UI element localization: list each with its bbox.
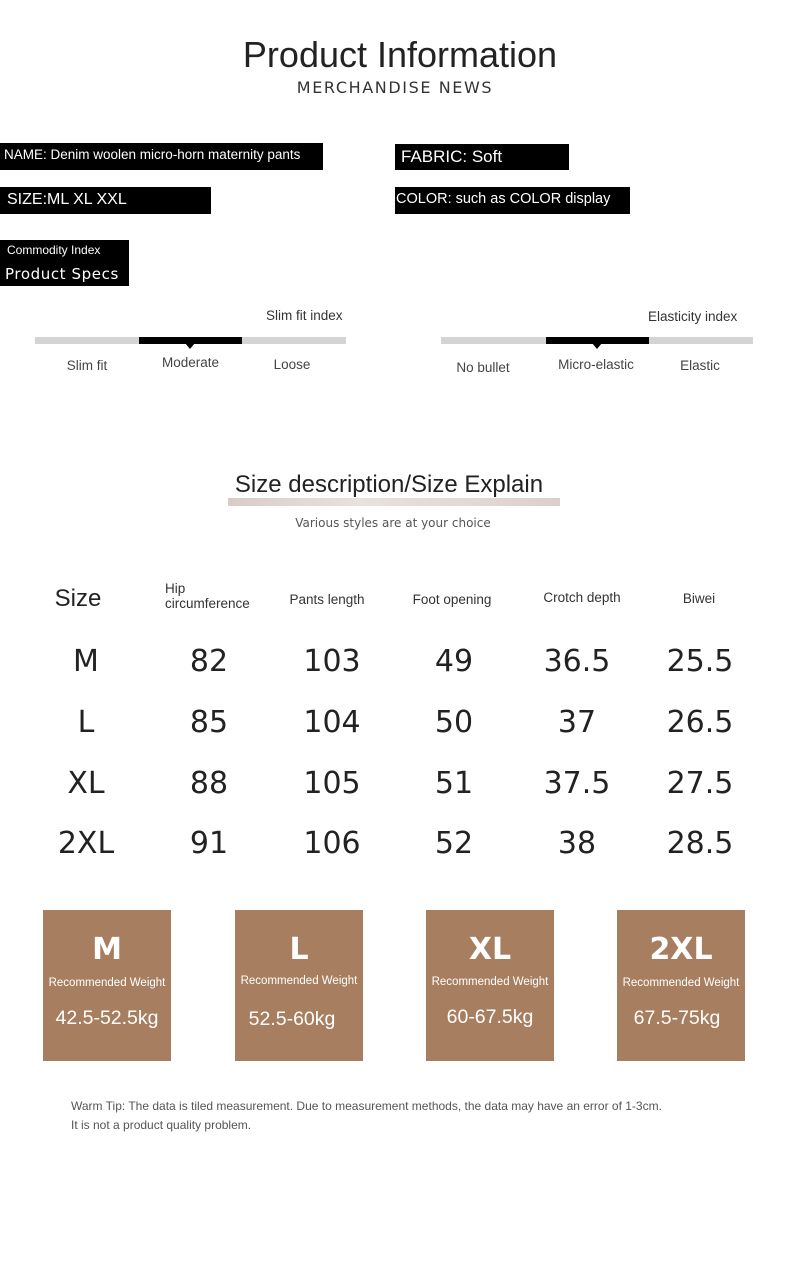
- commodity-index-label: Commodity Index: [7, 243, 101, 257]
- table-cell: 82: [189, 644, 229, 679]
- warm-tip-line-1: Warm Tip: The data is tiled measurement. Due to measurement methods, the data may have an error of 1-3cm.: [71, 1099, 662, 1113]
- weight-card-weight: 67.5-75kg: [633, 1007, 721, 1029]
- table-cell: 37: [557, 705, 597, 740]
- table-cell: 50: [434, 705, 474, 740]
- elasticity-bar-segment-1: [441, 337, 546, 344]
- weight-card-2xl: [617, 910, 745, 1061]
- table-cell: 26.5: [666, 705, 734, 740]
- weight-card-label: Recommended Weight: [431, 976, 549, 988]
- color-tag: COLOR: such as COLOR display: [395, 187, 630, 214]
- table-cell: M: [73, 644, 99, 679]
- commodity-index-tag: [0, 240, 129, 286]
- biwei-header: Biwei: [682, 591, 716, 606]
- weight-card-label: Recommended Weight: [240, 975, 358, 987]
- slim-fit-option-1: Slim fit: [66, 358, 108, 373]
- table-cell: 106: [303, 826, 361, 861]
- foot-opening-header: Foot opening: [412, 592, 492, 607]
- table-cell: 36.5: [543, 644, 611, 679]
- crotch-depth-header: Crotch depth: [543, 590, 621, 605]
- weight-card-size: XL: [468, 932, 512, 967]
- weight-card-size: M: [92, 932, 122, 967]
- table-cell: 105: [303, 766, 361, 801]
- table-cell: 49: [434, 644, 474, 679]
- size-section-subtitle: Various styles are at your choice: [295, 516, 491, 530]
- table-cell: 27.5: [666, 766, 734, 801]
- hip-circumference-header: Hip circumference: [165, 581, 250, 611]
- table-cell: 52: [434, 826, 474, 861]
- elasticity-option-3: Elastic: [680, 358, 720, 373]
- table-cell: 85: [189, 705, 229, 740]
- table-cell: 91: [189, 826, 229, 861]
- weight-card-size: L: [289, 932, 309, 967]
- elasticity-bar-segment-3: [649, 337, 753, 344]
- table-cell: 25.5: [666, 644, 734, 679]
- product-name-tag: NAME: Denim woolen micro-horn maternity pants: [0, 143, 323, 170]
- weight-card-label: Recommended Weight: [622, 977, 740, 989]
- table-cell: 51: [434, 766, 474, 801]
- weight-card-size: 2XL: [649, 932, 713, 967]
- table-cell: XL: [67, 766, 105, 801]
- page-title: Product Information: [242, 34, 558, 75]
- table-cell: 37.5: [543, 766, 611, 801]
- weight-card-l: [235, 910, 363, 1061]
- slim-fit-option-3: Loose: [273, 357, 311, 372]
- slim-fit-bar-segment-1: [35, 337, 139, 344]
- size-tag: SIZE:ML XL XXL: [0, 187, 211, 214]
- weight-card-weight: 52.5-60kg: [248, 1008, 336, 1030]
- fabric-tag: FABRIC: Soft: [395, 144, 569, 170]
- slim-fit-bar-segment-3: [242, 337, 346, 344]
- elasticity-option-2: Micro-elastic: [558, 357, 634, 372]
- pants-length-header: Pants length: [289, 592, 365, 607]
- product-specs-label: Product Specs: [5, 265, 119, 283]
- elasticity-index-title: Elasticity index: [648, 309, 738, 324]
- weight-card-xl: [426, 910, 554, 1061]
- size-header: Size: [54, 585, 102, 612]
- weight-card-m: [43, 910, 171, 1061]
- slim-fit-index-title: Slim fit index: [266, 308, 343, 323]
- slim-fit-option-2: Moderate: [161, 355, 220, 370]
- slim-fit-pointer-icon: [185, 343, 195, 349]
- table-cell: 2XL: [57, 826, 115, 861]
- table-cell: L: [77, 705, 95, 740]
- weight-card-weight: 42.5-52.5kg: [55, 1007, 159, 1029]
- table-cell: 103: [303, 644, 361, 679]
- elasticity-pointer-icon: [592, 343, 602, 349]
- weight-card-weight: 60-67.5kg: [446, 1006, 534, 1028]
- size-section-underline: [228, 498, 560, 506]
- table-cell: 38: [557, 826, 597, 861]
- table-cell: 104: [303, 705, 361, 740]
- warm-tip-line-2: It is not a product quality problem.: [71, 1118, 252, 1132]
- size-section-title: Size description/Size Explain: [234, 471, 544, 498]
- weight-card-label: Recommended Weight: [48, 977, 166, 989]
- page-subtitle: MERCHANDISE NEWS: [296, 78, 494, 97]
- table-cell: 28.5: [666, 826, 734, 861]
- table-cell: 88: [189, 766, 229, 801]
- elasticity-option-1: No bullet: [456, 360, 510, 375]
